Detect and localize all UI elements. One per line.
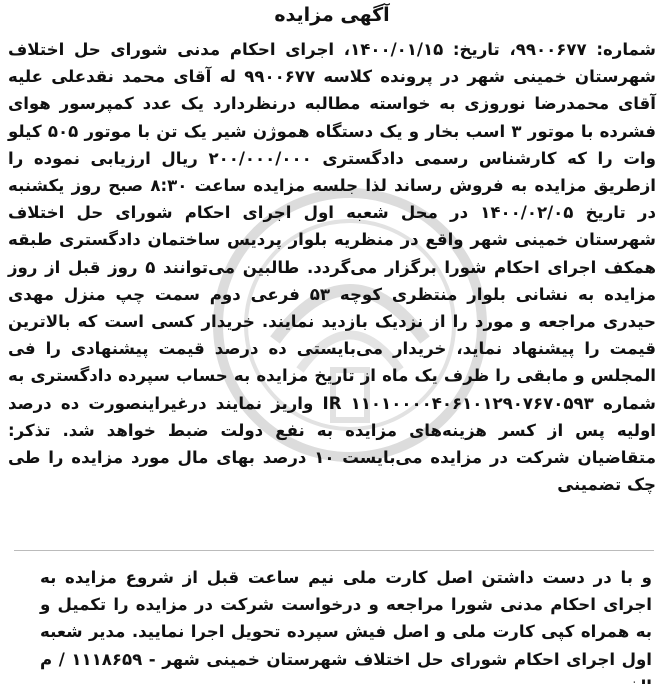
page-bottom-edge: [0, 684, 664, 690]
notice-title: آگهی مزایده: [274, 4, 390, 26]
notice-tail: و با در دست داشتن اصل کارت ملی نیم ساعت قبل از شروع مزایده به اجرای احکام مدنی شورا مراجعه و درخواست شرکت در مزایده را تکمیل و به همراه کپی کارت ملی و اصل فیش سپرده تحویل اجرا نمایید. مدیر شعبه اول اجرای احکام شورای حل اختلاف شهرستان خمینی شهر - ۱۱۱۸۶۵۹ / م: [40, 568, 652, 669]
notice-body: شماره: ۹۹۰۰۶۷۷، تاریخ: ۱۴۰۰/۰۱/۱۵، اجرای احکام مدنی شورای حل اختلاف شهرستان خمینی شهر در پرونده کلاسه ۹۹۰۰۶۷۷ له آقای محمد نقدعلی علیه آقای محمدرضا نوروزی به خواسته مطالبه درنظردارد یک عدد کمپرسور هوای فشرده با موتور ۳ اسب بخار و یک دستگاه هموژن شیر یک تن با موتور ۵۰۵ کیلو وات را که کارشناس رسمی دادگستری ۲۰۰/۰۰۰/۰۰۰ ریال ارزیابی نموده را ازطریق مزایده به فروش رساند لذا جلسه مزایده ساعت ۸:۳۰ صبح روز یکشنبه در تاریخ ۱۴۰۰/۰۲/۰۵ در محل شعبه اول اجرای احکام شورای حل اختلاف شهرستان خمینی شهر واقع در منظریه بلوار پردیس ساختمان دادگستری طبقه همکف اجرای احکام شورا برگزار می‌گردد. طالبین می‌توانند ۵ روز قبل از روز مزایده به نشانی بلوار منتظری کوچه ۵۳ فرعی دوم سمت چپ منزل مهدی حیدری مراجعه و مورد را از نزدیک بازدید نمایند. خریدار کسی است که بالاترین قیمت را پیشنهاد نماید، خریدار می‌بایستی ده درصد قیمت پیشنهادی را فی المجلس و مابقی را ظرف یک ماه از تاریخ مزایده به حساب سپرده دادگستری به شماره IR ۱۱۰۱۰۰۰۰۴۰۶۱۰۱۲۹۰۷۶۷۰۵۹۳ واریز نمایند درغیراینصورت ده درصد اولیه پس از کسر هزینه‌های مزایده به نفع دولت ضبط خواهد شد. تذکر: متقاضیان شرکت در مزایده می‌بایست ۱۰ درصد بهای مال مورد مزایده را طی چک تضمینی: [8, 40, 656, 495]
section-divider: [14, 550, 654, 551]
